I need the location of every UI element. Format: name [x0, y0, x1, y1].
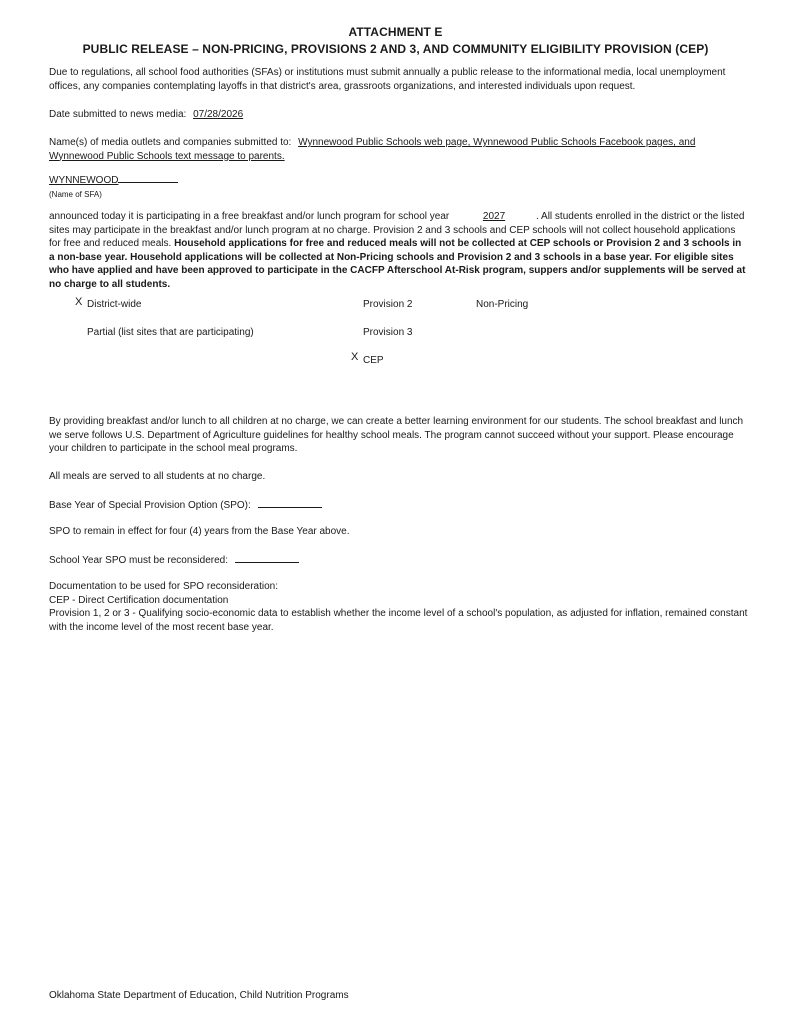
cep-mark: X: [351, 351, 359, 363]
media-outlets-value-2: Wynnewood Public Schools text message to parents.: [49, 150, 285, 162]
documentation-block: [49, 580, 749, 634]
sfa-name-blank: [118, 173, 178, 183]
page-footer: Oklahoma State Department of Education, Child Nutrition Programs: [49, 990, 349, 1001]
documentation-provision: Provision 1, 2 or 3 - Qualifying socio-economic data to establish whether the income level of a school's population, as adjusted for inflation, remained constant with the income level of the most recent base year.: [49, 608, 748, 633]
spo-effect-line: SPO to remain in effect for four (4) years from the Base Year above.: [49, 526, 350, 537]
option-provision-3: Provision 3: [363, 327, 413, 338]
reconsider-blank: [235, 553, 299, 563]
announcement-bold: Household applications for free and reduced meals will not be collected at CEP schools or Provision 2 and 3 schools in a non-base year. Household applications will be collected at Non-Pricing schools and Provision 2 and 3 schools in a base year. For eligible sites who have applied and have been approved to participate in the CACFP Afterschool At-Risk program, suppers and/or supplements will be served at no charge to all students.: [49, 238, 746, 290]
base-year-blank: [258, 498, 322, 508]
reconsider-line: [49, 553, 749, 568]
media-outlets-value-1: Wynnewood Public Schools web page, Wynnewood Public Schools Facebook pages, and: [298, 137, 696, 148]
sfa-caption: (Name of SFA): [49, 189, 102, 199]
option-district-wide: District-wide: [87, 299, 142, 310]
announcement-paragraph: [49, 210, 749, 291]
documentation-heading: Documentation to be used for SPO reconsideration:: [49, 581, 279, 592]
sfa-name-block: [49, 173, 749, 201]
base-year-label: Base Year of Special Provision Option (SPO):: [49, 500, 251, 511]
benefit-paragraph: By providing breakfast and/or lunch to all children at no charge, we can create a better learning environment for our students. The school breakfast and lunch we serve follows U.S. Department of Agriculture guidelines for healthy school meals. The program cannot succeed without your support. Please encourage your children to participate in the school meal programs.: [49, 416, 744, 454]
media-outlets-label: Name(s) of media outlets and companies submitted to:: [49, 137, 292, 148]
option-provision-2: Provision 2: [363, 299, 413, 310]
district-wide-mark: X: [75, 296, 83, 308]
document-title: PUBLIC RELEASE – NON-PRICING, PROVISIONS 2 AND 3, AND COMMUNITY ELIGIBILITY PROVISION (CEP): [82, 42, 709, 56]
all-meals-line: All meals are served to all students at no charge.: [49, 471, 266, 482]
documentation-cep: CEP - Direct Certification documentation: [49, 594, 229, 606]
option-partial: Partial (list sites that are participating): [87, 327, 254, 338]
reconsider-label: School Year SPO must be reconsidered:: [49, 555, 228, 566]
date-submitted-value: 07/28/2026: [193, 109, 244, 120]
school-year-value: 2027: [482, 211, 506, 222]
sfa-name: WYNNEWOOD: [49, 175, 119, 186]
date-submitted-label: Date submitted to news media:: [49, 109, 187, 120]
option-non-pricing: Non-Pricing: [476, 299, 529, 310]
announcement-body: . All students enrolled in the district or the listed sites may participate in the breakfast and/or lunch program at no charge. Provision 2 and 3 schools and CEP schools will not collect household applications for free and reduced meals.: [49, 211, 745, 249]
intro-paragraph: Due to regulations, all school food authorities (SFAs) or institutions must submit annually a public release to the informational media, local unemployment offices, any companies contemplating layoffs in that district's area, grassroots organizations, and interested individuals upon request.: [49, 67, 726, 92]
option-cep: CEP: [363, 355, 384, 366]
announcement-prefix: announced today it is participating in a free breakfast and/or lunch program for school year: [49, 211, 450, 222]
media-outlets-block: [49, 136, 749, 163]
attachment-heading: ATTACHMENT E: [348, 25, 443, 39]
base-year-line: [49, 498, 749, 513]
date-submitted-line: [49, 108, 749, 122]
